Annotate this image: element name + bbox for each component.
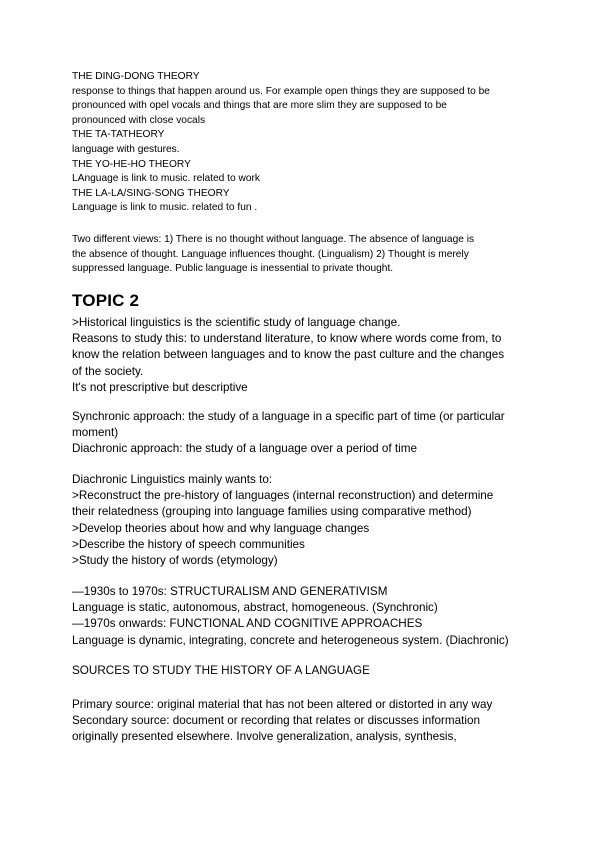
periods-paragraph [72, 584, 542, 649]
paragraph-line: Two different views: 1) There is no thought without language. The absence of language is [72, 234, 475, 245]
theory-text: response to things that happen around us. For example open things they are supposed to be [72, 85, 490, 97]
paragraph-line: originally presented elsewhere. Involve generalization, analysis, synthesis, [72, 730, 457, 744]
sources-paragraph [72, 697, 542, 746]
paragraph-line: >Historical linguistics is the scientific study of language change. [72, 316, 401, 329]
theory-text: pronounced with close vocals [72, 114, 206, 126]
paragraph-line: Secondary source: document or recording that relates or discusses information [72, 714, 480, 728]
period-text: Language is dynamic, integrating, concrete and heterogeneous system. (Diachronic) [72, 633, 509, 647]
historical-linguistics-intro [72, 315, 542, 396]
theory-text: pronounced with opel vocals and things that are more slim they are supposed to be [72, 100, 447, 112]
paragraph-line: Primary source: original material that has not been altered or distorted in any way [72, 698, 493, 711]
paragraph-line: of the society. [72, 364, 144, 378]
list-intro: Diachronic Linguistics mainly wants to: [72, 473, 273, 486]
list-item: >Reconstruct the pre-history of languages (internal reconstruction) and determine [72, 489, 494, 503]
list-item: their relatedness (grouping into language families using comparative method) [72, 505, 472, 519]
paragraph-line: know the relation between languages and to know the past culture and the changes [72, 348, 505, 362]
theories-section [72, 70, 542, 216]
theory-title-ding-dong: THE DING-DONG THEORY [72, 71, 200, 82]
period-text: Language is static, autonomous, abstract, homogeneous. (Synchronic) [72, 601, 438, 615]
theory-title-ta-ta: THE TA-TATHEORY [72, 129, 165, 141]
theory-text: language with gestures. [72, 143, 180, 155]
list-item: >Develop theories about how and why language changes [72, 521, 370, 535]
approaches-paragraph [72, 409, 542, 458]
list-item: >Describe the history of speech communities [72, 537, 305, 551]
period-title: —1970s onwards: FUNCTIONAL AND COGNITIVE APPROACHES [72, 617, 423, 631]
theory-text: Language is link to music. related to fun . [72, 202, 258, 214]
paragraph-line: Reasons to study this: to understand literature, to know where words come from, to [72, 332, 502, 346]
sources-heading [72, 663, 542, 679]
topic-heading: TOPIC 2 [72, 291, 140, 310]
theory-title-yo-he-ho: THE YO-HE-HO THEORY [72, 158, 191, 170]
period-title: —1930s to 1970s: STRUCTURALISM AND GENERATIVISM [72, 585, 388, 598]
two-views-paragraph [72, 233, 542, 277]
theory-title-la-la: THE LA-LA/SING-SONG THEORY [72, 187, 230, 199]
paragraph-line: suppressed language. Public language is inessential to private thought. [72, 263, 394, 275]
paragraph-line: It's not prescriptive but descriptive [72, 380, 248, 394]
paragraph-line: the absence of thought. Language influences thought. (Lingualism) 2) Thought is merely [72, 248, 469, 260]
paragraph-line: Synchronic approach: the study of a language in a specific part of time (or particular [72, 410, 505, 423]
theory-text: LAnguage is link to music. related to work [72, 173, 260, 185]
list-item: >Study the history of words (etymology) [72, 554, 278, 568]
paragraph-line: moment) [72, 426, 119, 440]
paragraph-line: Diachronic approach: the study of a language over a period of time [72, 442, 417, 456]
section-heading: SOURCES TO STUDY THE HISTORY OF A LANGUAGE [72, 664, 370, 677]
diachronic-goals-list [72, 472, 542, 569]
